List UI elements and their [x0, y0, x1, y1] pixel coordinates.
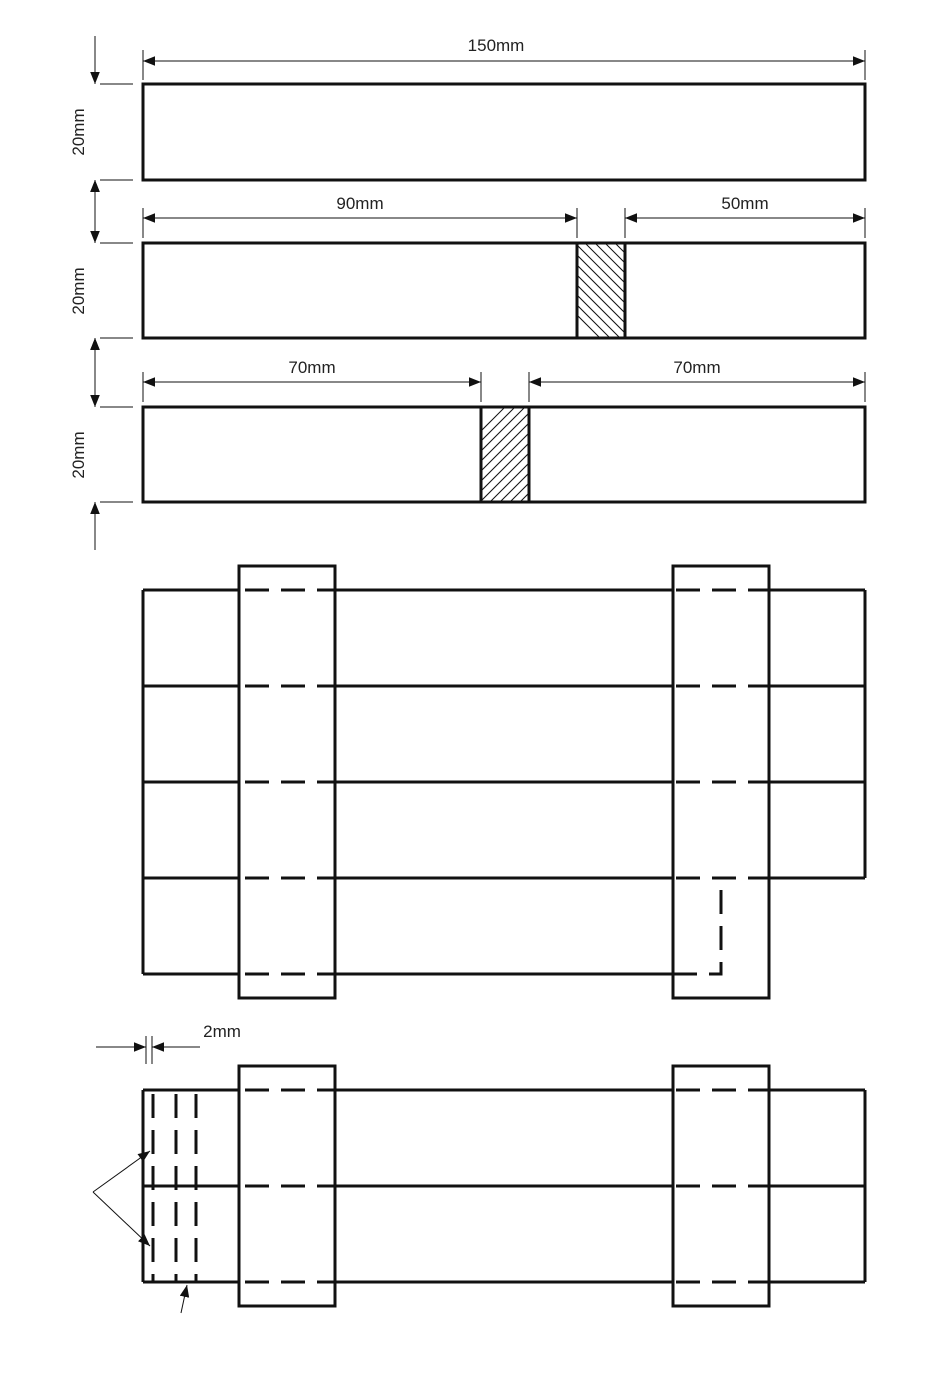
bar-b	[143, 243, 865, 338]
gap-dimension-label: 2mm	[203, 1022, 241, 1041]
left-dimension-label: 90mm	[336, 194, 384, 213]
figure-b-offset-joint-bar	[69, 180, 865, 385]
joint-hatch-c	[410, 407, 625, 502]
figure-d-stacked-assembly	[143, 566, 865, 998]
leader-arrow	[181, 1285, 187, 1313]
bar-a	[143, 84, 865, 180]
width-dimension-label: 150mm	[467, 36, 525, 55]
right-dimension-label: 70mm	[673, 358, 721, 377]
height-dimension-label: 20mm	[69, 267, 88, 315]
joint-hatch-b	[505, 243, 720, 338]
left-dimension-label: 70mm	[288, 358, 336, 377]
leader-arrow	[93, 1192, 150, 1246]
figure-e-layer-detail	[93, 1022, 865, 1313]
leader-arrow	[93, 1151, 150, 1192]
height-dimension-label: 20mm	[69, 108, 88, 156]
figure-c-centered-joint-bar	[69, 338, 865, 550]
right-dimension-label: 50mm	[721, 194, 769, 213]
height-dimension-label: 20mm	[69, 431, 88, 479]
